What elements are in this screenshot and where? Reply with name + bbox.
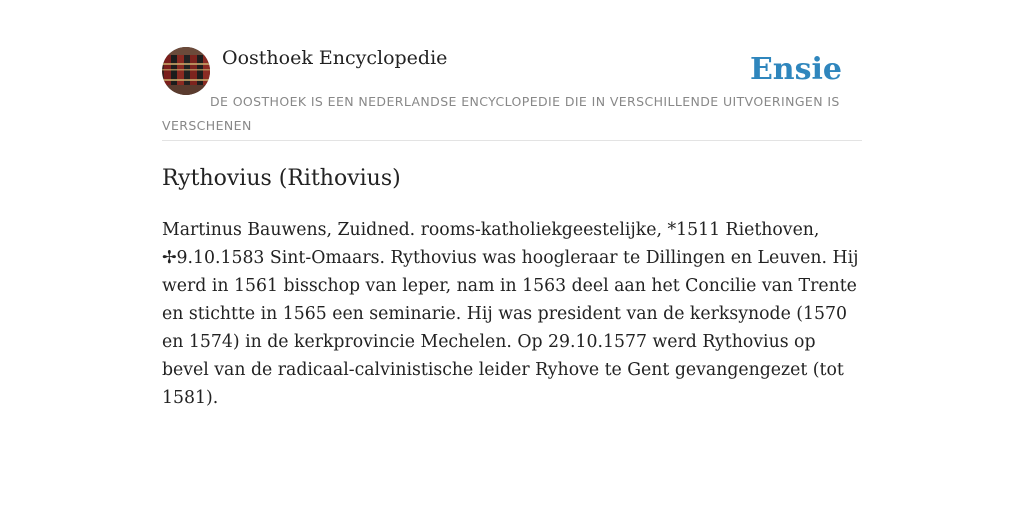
site-title-link[interactable]: Oosthoek Encyclopedie bbox=[222, 47, 448, 69]
encyclopedia-books-avatar[interactable] bbox=[162, 47, 210, 95]
site-tagline: DE OOSTHOEK IS EEN NEDERLANDSE ENCYCLOPEDIE DIE IN VERSCHILLENDE UITVOERINGEN IS VERSCHENEN bbox=[162, 94, 840, 133]
article-body: Martinus Bauwens, Zuidned. rooms-katholiekgeestelijke, *1511 Riethoven, ✢9.10.1583 Sint-Omaars. Rythovius was hoogleraar te Dillingen en Leuven. Hij werd in 1561 bisschop van leper, nam in 1563 deel aan het Concilie van Trente en stichtte in 1565 een seminarie. Hij was president van de kerksynode (1570 en 1574) in de kerkprovincie Mechelen. Op 29.10.1577 werd Rythovius op bevel van de radicaal-calvinistische leider Ryhove te Gent gevangengezet (tot 1581). bbox=[162, 220, 859, 408]
article-title: Rythovius (Rithovius) bbox=[162, 166, 401, 191]
site-header bbox=[162, 46, 862, 141]
brand-logo-link[interactable]: Ensie bbox=[749, 52, 842, 87]
